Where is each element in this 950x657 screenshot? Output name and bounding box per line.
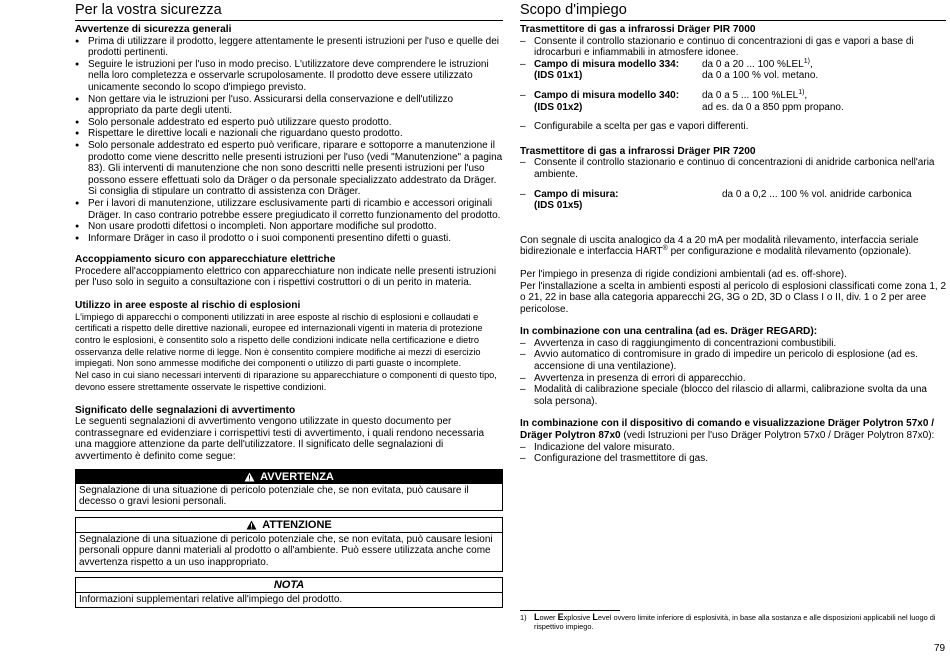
footnote-number: 1) <box>520 613 527 622</box>
warning-label: AVVERTENZA <box>260 470 334 483</box>
left-column <box>75 2 503 608</box>
safety-bullet-text: Informare Dräger in caso il prodotto o i suoi componenti presentino difetti o guasti. <box>88 232 451 244</box>
caution-text: Segnalazione di una situazione di pericolo potenziale che, se non evitata, può causare lesioni personali oppure danni materiali al prodotto o all'ambiente. Può essere utilizzata anche come avvertenza rispetto a un uso inappropriato. <box>79 533 493 568</box>
signals-heading: Significato delle segnalazioni di avvertimento <box>75 404 296 416</box>
safety-bullet <box>75 117 503 129</box>
range-340-ids: (IDS 01x2) <box>534 101 583 113</box>
range-340-label: Campo di misura modello 340: <box>534 89 680 101</box>
dash-marker: – <box>520 441 526 453</box>
range-7200-row: – Campo di misura: da 0 a 0,2 ... 100 % vol. anidride carbonica <box>520 189 946 201</box>
section-title-intended-use: Scopo d'impiego <box>520 2 946 21</box>
range-334-label: Campo di misura modello 334: <box>534 58 680 70</box>
caution-box-header <box>76 518 502 533</box>
dash-marker: – <box>520 453 526 465</box>
range-334-row-2 <box>520 70 946 82</box>
explosion-section <box>75 300 503 394</box>
range-7200-label: Campo di misura: <box>534 188 619 200</box>
regard-item-text: Avvio automatico di contromisure in grado di impedire un pericolo di esplosione (ad es. accensione di una ventilazione). <box>534 349 918 373</box>
polytron-heading: In combinazione con il dispositivo di comando e visualizzazione Dräger Polytron 57x0 / Dräger Polytron 87x0 (vedi Istruzioni per l'uso Dräger Polytron 57x0 / Dräger Polytron 87x0): <box>520 418 935 442</box>
range-340-row-2 <box>520 102 946 114</box>
pir7200-desc-item: – Consente il controllo stazionario e continuo di concentrazioni di anidride carbonica nell'aria ambiente. <box>520 157 946 180</box>
signals-text: Le seguenti segnalazioni di avvertimento vengono utilizzate in questo documento per contrassegnare ed evidenziare i corrispettivi testi di avvertimento, i quali rendono necessaria una maggiore attenzione da parte dell'utilizzatore. Il significato delle segnalazioni di avvertimento è definito come segue: <box>75 416 485 462</box>
note-label: NOTA <box>273 578 305 591</box>
caution-box <box>75 517 503 572</box>
regard-item-text: Avvertenza in caso di raggiungimento di concentrazioni combustibili. <box>534 337 837 349</box>
range-334-value-2: da 0 a 100 % vol. metano. <box>702 70 819 82</box>
pir7000-desc: Consente il controllo stazionario e continuo di concentrazioni di gas e vapori a base di idrocarburi e infiammabili in atmosfere idonee. <box>534 35 914 59</box>
offshore-text: Per l'impiego in presenza di rigide condizioni ambientali (ad es. off-shore). <box>520 268 847 280</box>
polytron-item-text: Indicazione del valore misurato. <box>534 441 675 453</box>
range-340-value: da 0 a 5 ... 100 %LEL$^{1)}$, <box>702 88 808 101</box>
range-340-value-2: ad es. da 0 a 850 ppm propano. <box>702 101 844 113</box>
pir7200-section <box>520 146 946 212</box>
explosion-text: L'impiego di apparecchi o componenti utilizzati in aree esposte al rischio di esplosioni e collaudati e certificati a rispetto delle direttive nazionali, europee ed internazionali vigenti in materia di protezione contro le esplosioni, è consentito solo a rispetto delle condizioni indicate nella certificazione e dietro osservanza delle relative norme di legge. Non è consentito compiere modifiche ai mezzi di esercizio impiegati. Non sono ammesse modifiche dei componenti o utilizzo di parti guaste o incomplete. <box>75 311 483 369</box>
regard-item <box>520 384 946 407</box>
range-334-value: da 0 a 20 ... 100 %LEL$^{1)}$, <box>702 57 813 70</box>
footnote-rule <box>520 610 620 611</box>
pir7200-desc: Consente il controllo stazionario e continuo di concentrazioni di anidride carbonica nell'aria ambiente. <box>534 157 935 180</box>
polytron-item <box>520 453 946 465</box>
general-safety-list <box>75 36 503 245</box>
safety-bullet-text: Prima di utilizzare il prodotto, leggere attentamente le presenti istruzioni per l'uso e quelle dei prodotti pertinenti. <box>88 35 500 59</box>
range-7200-row-2 <box>520 200 946 212</box>
safety-bullet <box>75 128 503 140</box>
safety-bullet-text: Per i lavori di manutenzione, utilizzare esclusivamente parti di ricambio e accessori originali Dräger. In caso contrario potrebbe essere pregiudicato il corretto funzionamento del prodotto. <box>88 197 501 221</box>
right-column <box>520 2 946 465</box>
safety-bullet <box>75 59 503 94</box>
safety-bullet-text: Seguire le istruzioni per l'uso in modo preciso. L'utilizzatore deve comprendere le istruzioni nella loro completezza e osservarle scrupolosamente. Il prodotto deve essere utilizzato unicamente secondo lo scopo d'impiego previsto. <box>88 58 489 93</box>
polytron-item <box>520 442 946 454</box>
bullet-icon: ● <box>75 60 80 68</box>
general-safety-heading: Avvertenze di sicurezza generali <box>75 24 232 35</box>
safety-bullet-text: Solo personale addestrato ed esperto può verificare, riparare e sottoporre a manutenzione il prodotto come viene descritto nelle presenti istruzioni per l'uso (vedi "Manutenzione" a pagina 83). Gli interventi di manutenzione che non sono descritti nelle presenti istruzioni per l'uso possono essere effettuati solo da Dräger o da personale specializzato addestrato da Dräger. Si consiglia di stipulare un contratto di assistenza con Dräger. <box>88 139 503 198</box>
safety-bullet-text: Non gettare via le istruzioni per l'uso. Assicurarsi della conservazione e dell'utilizzo appropriato da parte degli utenti. <box>88 93 454 117</box>
regard-item <box>520 373 946 385</box>
bullet-icon: ● <box>75 95 80 103</box>
signal-text: Con segnale di uscita analogico da 4 a 20 mA per modalità rilevamento, interfaccia seriale bidirezionale e interfaccia HART® per configurazione e modalità rilevamento (opzionale). <box>520 234 919 258</box>
regard-item-text: Modalità di calibrazione speciale (blocco del rilascio di allarmi, calibrazione svolta da una sola persona). <box>534 384 927 407</box>
regard-heading: In combinazione con una centralina (ad es. Dräger REGARD): <box>520 326 818 338</box>
pir7000-heading: Trasmettitore di gas a infrarossi Dräger PIR 7000 <box>520 24 756 35</box>
electrical-section <box>75 254 503 289</box>
note-box-header <box>76 578 502 593</box>
zones-text: Per l'installazione a scelta in ambienti esposti al pericolo di esplosioni classificati come zona 1, 2 o 21, 22 in base alla categoria apparecchi 2G, 3G o 2D, 3D o Class I o II, div. 1 o 2 per aree pericolose. <box>520 280 947 315</box>
bullet-icon: ● <box>75 223 80 231</box>
warning-triangle-icon <box>244 472 255 482</box>
safety-bullet <box>75 36 503 59</box>
regard-section <box>520 326 946 407</box>
caution-label: ATTENZIONE <box>262 518 332 531</box>
bullet-icon: ● <box>75 118 80 126</box>
safety-bullet-text: Non usare prodotti difettosi o incompleti. Non apportare modifiche sul prodotto. <box>88 221 437 233</box>
bullet-icon: ● <box>75 199 80 207</box>
regard-item <box>520 349 946 372</box>
polytron-item-text: Configurazione del trasmettitore di gas. <box>534 453 708 465</box>
warning-box <box>75 469 503 511</box>
pir7000-section <box>520 24 946 133</box>
signals-section <box>75 405 503 463</box>
general-safety-section <box>75 24 503 244</box>
safety-bullet <box>75 198 503 221</box>
registered-mark: ® <box>662 245 668 253</box>
section-title-safety: Per la vostra sicurezza <box>75 2 503 21</box>
safety-bullet <box>75 233 503 245</box>
safety-bullet <box>75 94 503 117</box>
regard-list <box>520 338 946 408</box>
bullet-icon: ● <box>75 234 80 242</box>
electrical-text: Procedere all'accoppiamento elettrico con apparecchiature non indicate nelle presenti istruzioni per l'uso solo in seguito a consultazione con i rispettivi costruttori o di un perito in materia. <box>75 265 497 289</box>
range-7200-value: da 0 a 0,2 ... 100 % vol. anidride carbonica <box>722 188 912 200</box>
footnote-ref: 1) <box>798 88 805 96</box>
pir7200-heading: Trasmettitore di gas a infrarossi Dräger PIR 7200 <box>520 145 756 157</box>
config-item: – Configurabile a scelta per gas e vapori differenti. <box>520 121 946 133</box>
note-box <box>75 577 503 609</box>
safety-bullet <box>75 221 503 233</box>
bullet-icon: ● <box>75 37 80 45</box>
safety-bullet-text: Solo personale addestrato ed esperto può utilizzare questo prodotto. <box>88 116 392 128</box>
explosion-text-2: Nel caso in cui siano necessari interventi di riparazione su apparecchiature o componenti di questo tipo, devono essere strettamente osservate le rispettive condizioni. <box>75 370 497 392</box>
bullet-icon: ● <box>75 141 80 149</box>
explosion-heading: Utilizzo in aree esposte al rischio di esplosioni <box>75 300 301 312</box>
caution-triangle-icon <box>246 520 257 530</box>
footnote-ref: 1) <box>803 57 810 65</box>
dash-marker: – <box>520 384 526 396</box>
config-text: Configurabile a scelta per gas e vapori differenti. <box>534 121 749 133</box>
warning-box-header <box>76 470 502 484</box>
regard-item-text: Avvertenza in presenza di errori di apparecchio. <box>534 372 746 384</box>
footnote <box>520 610 942 631</box>
warning-text: Segnalazione di una situazione di pericolo potenziale che, se non evitata, può causare il decesso o gravi lesioni personali. <box>79 484 469 508</box>
dash-marker: – <box>520 337 526 349</box>
electrical-heading: Accoppiamento sicuro con apparecchiature elettriche <box>75 254 336 266</box>
range-7200-ids: (IDS 01x5) <box>534 200 583 212</box>
safety-bullet-text: Rispettare le direttive locali e nazionali che riguardano questo prodotto. <box>88 128 403 140</box>
range-334-ids: (IDS 01x1) <box>534 70 583 82</box>
page-number: 79 <box>934 643 946 654</box>
note-text: Informazioni supplementari relative all'impiego del prodotto. <box>79 593 343 605</box>
dash-marker: – <box>520 349 526 361</box>
range-340-row: – Campo di misura modello 340: da 0 a 5 ... 100 %LEL$^{1)}$, <box>520 90 946 102</box>
dash-marker: – <box>520 372 526 384</box>
footnote-text: Lower Explosive Level ovvero limite inferiore di esplosività, in base alla sostanza e alle disposizioni applicabili nel luogo di rispettivo impiego. <box>534 612 936 631</box>
range-334-row: – Campo di misura modello 334: da 0 a 20 ... 100 %LEL$^{1)}$, <box>520 59 946 71</box>
safety-bullet <box>75 140 503 198</box>
polytron-list <box>520 442 946 465</box>
bullet-icon: ● <box>75 130 80 138</box>
pir7000-desc-item: – Consente il controllo stazionario e continuo di concentrazioni di gas e vapori a base di idrocarburi e infiammabili in atmosfere idonee. <box>520 36 946 59</box>
polytron-section <box>520 418 946 464</box>
regard-item <box>520 338 946 350</box>
